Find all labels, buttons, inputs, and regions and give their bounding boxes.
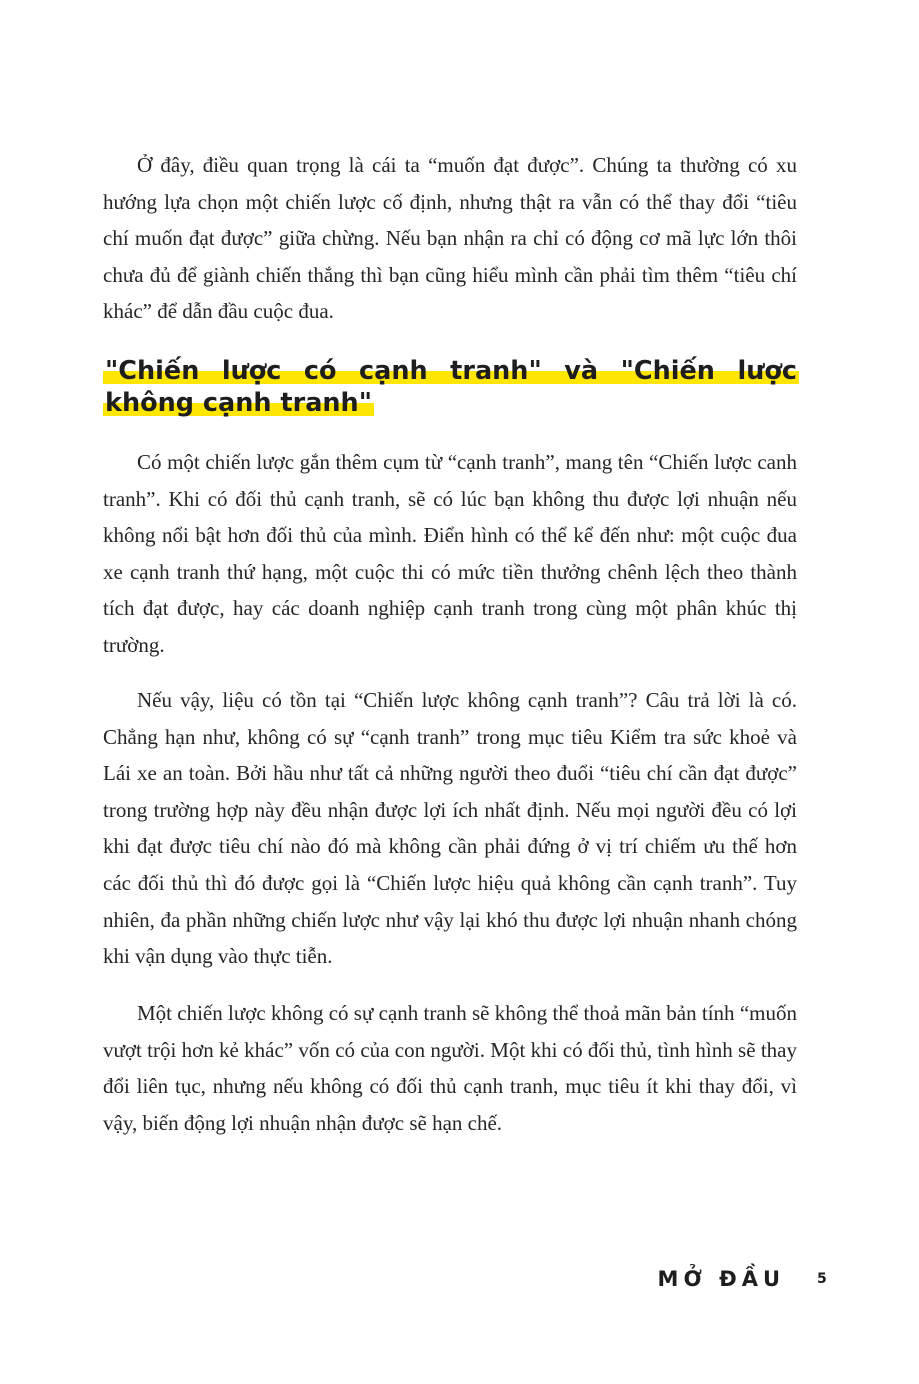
heading-highlight: "Chiến lược có cạnh tranh" và "Chiến lược không cạnh tranh" (105, 356, 797, 418)
section-heading (103, 355, 799, 419)
paragraph-1: Ở đây, điều quan trọng là cái ta “muốn đạt được”. Chúng ta thường có xu hướng lựa chọn một chiến lược cố định, nhưng thật ra vẫn có thể thay đổi “tiêu chí muốn đạt được” giữa chừng. Nếu bạn nhận ra chỉ có động cơ mã lực lớn thôi chưa đủ để giành chiến thắng thì bạn cũng hiểu mình cần phải tìm thêm “tiêu chí khác” để dẫn đầu cuộc đua. (103, 153, 797, 324)
page-number: 5 (817, 1271, 827, 1287)
paragraph-4: Một chiến lược không có sự cạnh tranh sẽ không thể thoả mãn bản tính “muốn vượt trội hơn kẻ khác” vốn có của con người. Một khi có đối thủ, tình hình sẽ thay đổi liên tục, nhưng nếu không có đối thủ cạnh tranh, mục tiêu ít khi thay đổi, vì vậy, biến động lợi nhuận nhận được sẽ hạn chế. (103, 1001, 797, 1135)
paragraph-3: Nếu vậy, liệu có tồn tại “Chiến lược không cạnh tranh”? Câu trả lời là có. Chẳng hạn như, không có sự “cạnh tranh” trong mục tiêu Kiểm tra sức khoẻ và Lái xe an toàn. Bởi hầu như tất cả những người theo đuổi “tiêu chí cần đạt được” trong trường hợp này đều nhận được lợi ích nhất định. Nếu mọi người đều có lợi khi đạt được tiêu chí nào đó mà không cần phải đứng ở vị trí chiếm ưu thế hơn các đối thủ thì đó được gọi là “Chiến lược hiệu quả không cần cạnh tranh”. Tuy nhiên, đa phần những chiến lược như vậy lại khó thu được lợi nhuận nhanh chóng khi vận dụng vào thực tiễn. (103, 688, 797, 969)
running-footer-chapter-title: MỞ ĐẦU (657, 1267, 785, 1291)
paragraph-2: Có một chiến lược gắn thêm cụm từ “cạnh tranh”, mang tên “Chiến lược canh tranh”. Khi có đối thủ cạnh tranh, sẽ có lúc bạn không thu được lợi nhuận nếu không nổi bật hơn đối thủ của mình. Điển hình có thể kể đến như: một cuộc đua xe cạnh tranh thứ hạng, một cuộc thi có mức tiền thưởng chênh lệch theo thành tích đạt được, hay các doanh nghiệp cạnh tranh trong cùng một phân khúc thị trường. (103, 450, 797, 657)
